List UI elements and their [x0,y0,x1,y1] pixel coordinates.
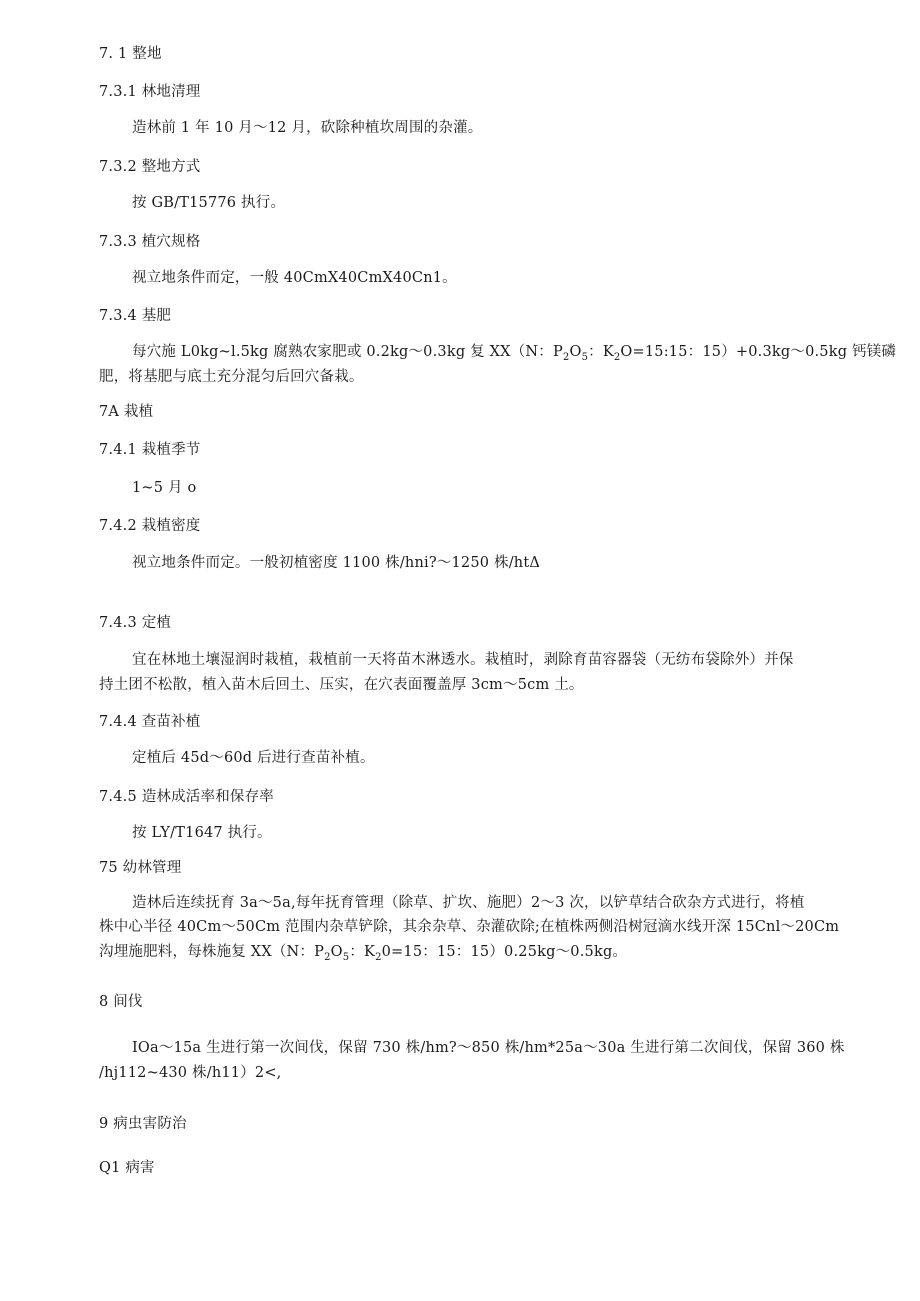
subscript-2: 2 [324,951,331,963]
heading-7-3-4: 7.3.4 基肥 [99,308,172,324]
para-7-5-part1: 沟埋施肥料，每株施复 XX（N：P [99,944,325,960]
subscript-5: 5 [342,951,350,963]
heading-7-5: 75 幼林管理 [99,860,182,876]
heading-7-4-3: 7.4.3 定植 [99,615,172,631]
para-7-5-line3 [99,942,627,962]
heading-9: 9 病虫害防治 [99,1116,187,1132]
subscript-2: 2 [375,951,382,963]
para-7-5-part3: ：K [349,944,376,960]
subscript-5: 5 [581,351,589,363]
heading-8: 8 间伐 [99,994,143,1010]
para-7-4-5: 按 LY/T1647 执行。 [132,825,272,841]
para-7-3-4-part2: O [569,344,582,360]
para-8-line2: /hj112~430 株/h11）2<, [99,1065,282,1081]
heading-7-4: 7A 栽植 [99,404,154,420]
subscript-2: 2 [613,351,621,363]
para-7-3-4-part1: 每穴施 L0kg~l.5kg 腐熟农家肥或 0.2kg～0.3kg 复 XX（N：P [132,344,563,360]
para-7-3-4-line1 [132,342,896,362]
heading-7-3-3: 7.3.3 植穴规格 [99,234,201,250]
para-7-3-1: 造林前 1 年 10 月～12 月，砍除种植坎周围的杂灌。 [132,120,483,136]
heading-7-1: 7. 1 整地 [99,46,162,62]
para-7-4-4: 定植后 45d～60d 后进行查苗补植。 [132,750,375,766]
para-7-3-4-part4: O=15:15：15）+0.3kg～0.5kg 钙镁磷 [620,344,897,360]
heading-7-4-4: 7.4.4 查苗补植 [99,714,201,730]
para-7-4-1: 1~5 月 o [132,480,197,496]
para-7-5-line1: 造林后连续抚育 3a～5a,每年抚育管理（除草、扩坎、施肥）2～3 次，以铲草结合砍杂方式进行，将植 [132,895,805,911]
heading-7-3-2: 7.3.2 整地方式 [99,159,201,175]
para-7-5-part4: 0=15：15：15）0.25kg～0.5kg。 [381,944,628,960]
para-7-3-4-line2: 肥，将基肥与底土充分混匀后回穴备栽。 [99,369,364,385]
para-7-4-3-line1: 宜在林地土壤湿润时栽植，栽植前一天将苗木淋透水。栽植时，剥除育苗容器袋（无纺布袋除外）并保 [132,652,794,668]
para-7-3-2: 按 GB/T15776 执行。 [132,195,286,211]
para-7-5-line2: 株中心半径 40Cm～50Cm 范围内杂草铲除，其余杂草、杂灌砍除;在植株两侧沿树冠滴水线开深 15Cnl～20Cm [99,919,840,935]
heading-7-4-2: 7.4.2 栽植密度 [99,518,201,534]
heading-q1: Q1 病害 [99,1160,155,1176]
para-7-4-3-line2: 持土团不松散，植入苗木后回土、压实，在穴表面覆盖厚 3cm～5cm 土。 [99,677,584,693]
heading-7-3-1: 7.3.1 林地清理 [99,84,201,100]
subscript-2: 2 [562,351,570,363]
heading-7-4-5: 7.4.5 造林成活率和保存率 [99,789,275,805]
para-8-line1: IOa～15a 生进行第一次间伐，保留 730 株/hm?～850 株/hm*25a～30a 生进行第二次间伐，保留 360 株 [132,1040,845,1056]
para-7-5-part2: O [330,944,343,960]
para-7-3-4-part3: ：K [588,344,614,360]
para-7-4-2: 视立地条件而定。一般初植密度 1100 株/hni?～1250 株/htΔ [132,555,541,571]
heading-7-4-1: 7.4.1 栽植季节 [99,442,201,458]
para-7-3-3: 视立地条件而定，一般 40CmX40CmX40Cn1。 [132,270,457,286]
